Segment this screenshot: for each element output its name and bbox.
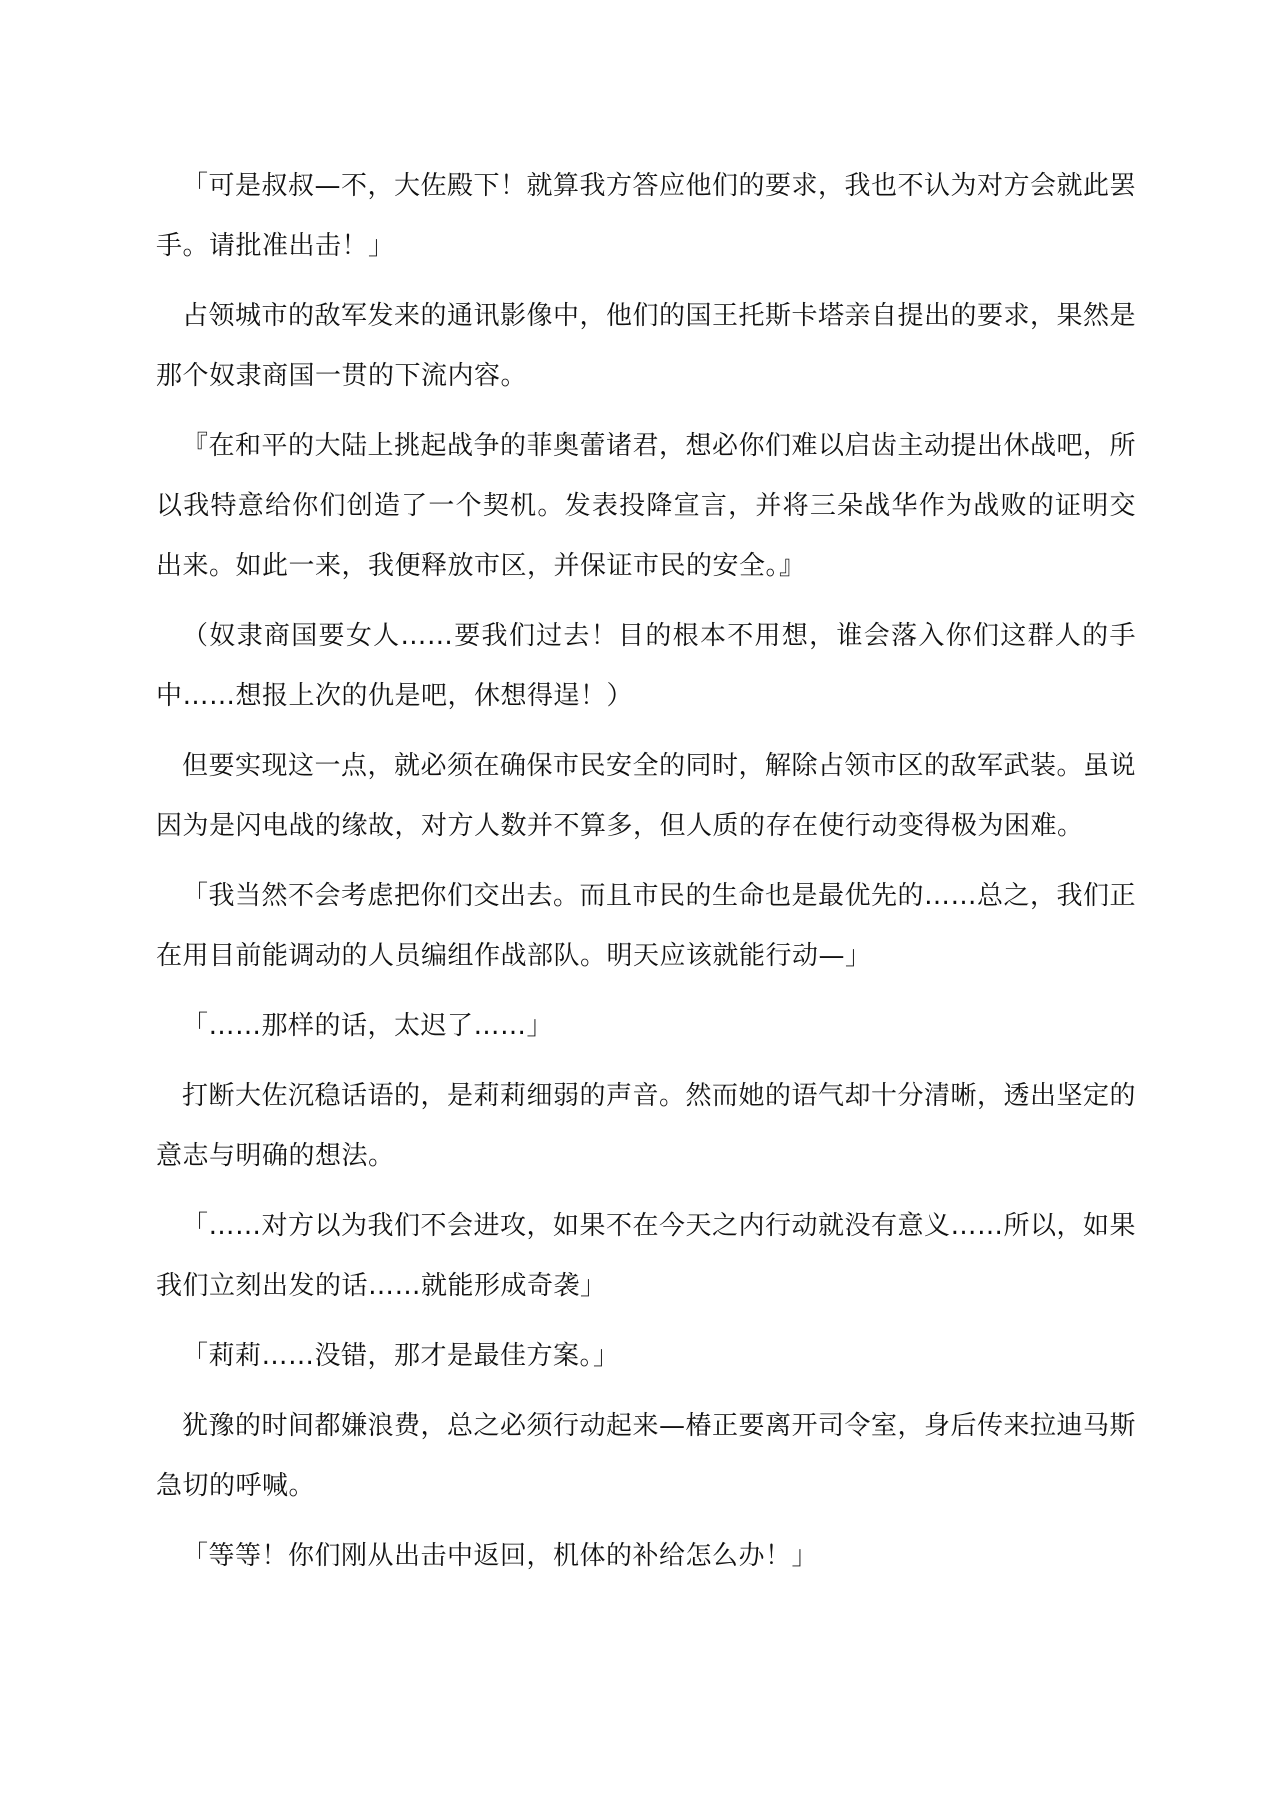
- paragraph: 「……那样的话，太迟了……」: [182, 1011, 554, 1041]
- paragraph: 但要实现这一点，就必须在确保市民安全的同时，解除占领市区的敌军武装。虽说因为是闪电战的缘故，对方人数并不算多，但人质的存在使行动变得极为困难。: [156, 751, 1137, 841]
- paragraph: 占领城市的敌军发来的通讯影像中，他们的国王托斯卡塔亲自提出的要求，果然是那个奴隶商国一贯的下流内容。: [156, 301, 1137, 391]
- paragraph: 「可是叔叔—不，大佐殿下！就算我方答应他们的要求，我也不认为对方会就此罢手。请批准出击！」: [156, 171, 1137, 261]
- paragraph: 「等等！你们刚从出击中返回，机体的补给怎么办！」: [182, 1541, 819, 1571]
- paragraph: 「莉莉……没错，那才是最佳方案。」: [182, 1341, 620, 1371]
- paragraph: 『在和平的大陆上挑起战争的菲奥蕾诸君，想必你们难以启齿主动提出休战吧，所以我特意给你们创造了一个契机。发表投降宣言，并将三朵战华作为战败的证明交出来。如此一来，我便释放市区，并保证市民的安全。』: [156, 431, 1137, 581]
- paragraph: 「……对方以为我们不会进攻，如果不在今天之内行动就没有意义……所以，如果我们立刻出发的话……就能形成奇袭」: [156, 1211, 1137, 1301]
- paragraph: 「我当然不会考虑把你们交出去。而且市民的生命也是最优先的……总之，我们正在用目前能调动的人员编组作战部队。明天应该就能行动—」: [156, 881, 1137, 971]
- paragraph: 犹豫的时间都嫌浪费，总之必须行动起来—椿正要离开司令室，身后传来拉迪马斯急切的呼喊。: [156, 1411, 1137, 1501]
- paragraph: 打断大佐沉稳话语的，是莉莉细弱的声音。然而她的语气却十分清晰，透出坚定的意志与明确的想法。: [156, 1081, 1137, 1171]
- novel-text: [156, 156, 1136, 1596]
- paragraph: （奴隶商国要女人……要我们过去！目的根本不用想，谁会落入你们这群人的手中……想报上次的仇是吧，休想得逞！）: [156, 621, 1136, 711]
